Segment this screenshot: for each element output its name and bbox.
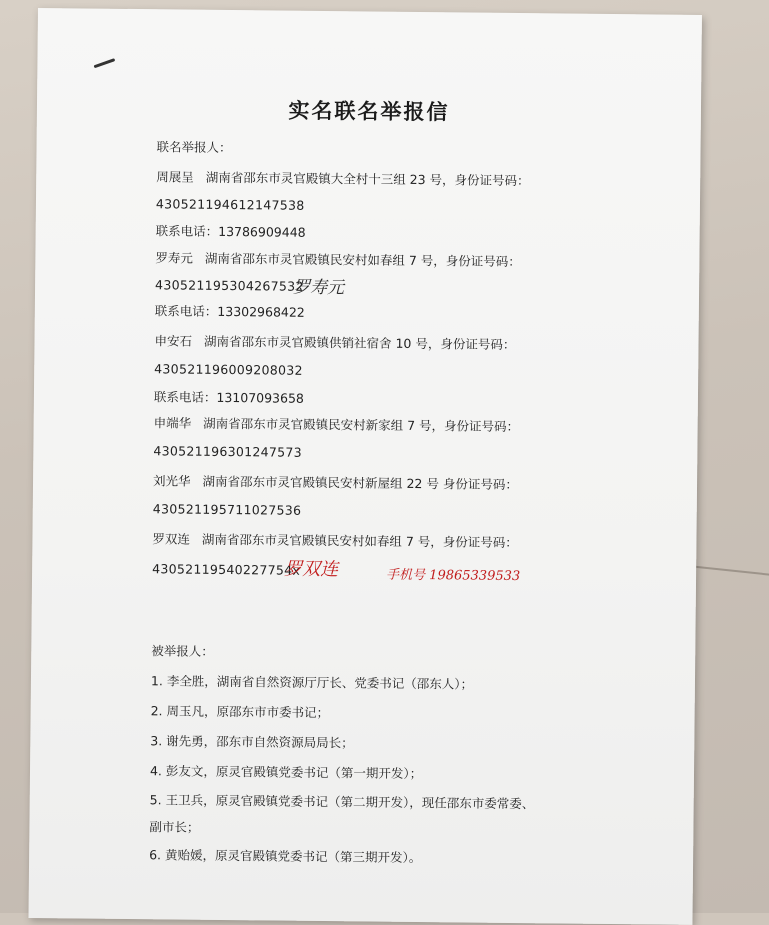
accused-item: 4. 彭友文，原灵官殿镇党委书记（第一期开发）；: [149, 763, 423, 782]
accused-item: 1. 李全胜，湖南省自然资源厅厅长、党委书记（邵东人）；: [150, 673, 474, 692]
reporter-name: 刘光华: [152, 473, 191, 489]
reporter-phone: 联系电话：13302968422: [154, 303, 305, 320]
reporter-id: 430521194612147538: [155, 196, 305, 213]
reporter-address: 湖南省邵东市灵官殿镇民安村新屋组 22 号 身份证号码：: [202, 473, 518, 493]
document-title: 实名联名举报信: [288, 98, 450, 125]
reporter-id: 430521196301247573: [153, 443, 303, 460]
reporter-phone: 联系电话：13786909448: [155, 223, 306, 240]
reporter-1-line: [156, 167, 530, 189]
reporter-name: 周展呈: [156, 169, 194, 185]
document-paper: [28, 8, 701, 925]
reporter-2-line: [155, 248, 521, 270]
reporter-id: 430521195304267532: [155, 277, 304, 294]
reporter-id: 430521196009208032: [154, 361, 303, 378]
accused-item: 2. 周玉凡，原邵东市市委书记；: [150, 703, 330, 721]
pen-mark: [94, 58, 116, 68]
signature-luo-shuanglian: 罗双连: [284, 558, 339, 581]
reporter-6-line: [152, 529, 518, 551]
reporter-name: 申端华: [153, 415, 192, 431]
reporter-address: 湖南省邵东市灵官殿镇民安村如春组 7 号，身份证号码：: [201, 531, 518, 551]
reporter-name: 罗寿元: [155, 250, 193, 266]
reporter-5-line: [153, 471, 518, 493]
accused-heading: 被举报人：: [151, 643, 214, 659]
reporter-phone: 联系电话：13107093658: [153, 389, 304, 406]
reporter-name: 申安石: [154, 333, 193, 349]
signature-luo-shouyuan: 罗寿元: [292, 277, 345, 299]
reporter-3-line: [154, 331, 515, 353]
reporter-address: 湖南省邵东市灵官殿镇供销社宿舍 10 号，身份证号码：: [203, 333, 516, 353]
reporter-id: 43052119540227754x: [152, 561, 301, 578]
accused-item: 5. 王卫兵，原灵官殿镇党委书记（第二期开发），现任邵东市委常委、: [149, 792, 535, 812]
reporter-address: 湖南省邵东市灵官殿镇大全村十三组 23 号，身份证号码：: [205, 169, 530, 189]
reporter-address: 湖南省邵东市灵官殿镇民安村新家组 7 号，身份证号码：: [203, 415, 520, 435]
reporter-4-line: [154, 413, 520, 435]
reporters-heading: 联名举报人：: [156, 139, 232, 156]
accused-item: 3. 谢先勇，邵东市自然资源局局长；: [150, 733, 354, 751]
signature-phone-note: 手机号 19865339533: [386, 567, 521, 585]
accused-item: 6. 黄贻媛，原灵官殿镇党委书记（第三期开发）。: [149, 847, 422, 866]
reporter-id: 430521195711027536: [152, 501, 302, 518]
reporter-address: 湖南省邵东市灵官殿镇民安村如春组 7 号，身份证号码：: [204, 250, 521, 270]
accused-item-continuation: 副市长；: [149, 819, 200, 835]
reporter-name: 罗双连: [152, 531, 191, 547]
